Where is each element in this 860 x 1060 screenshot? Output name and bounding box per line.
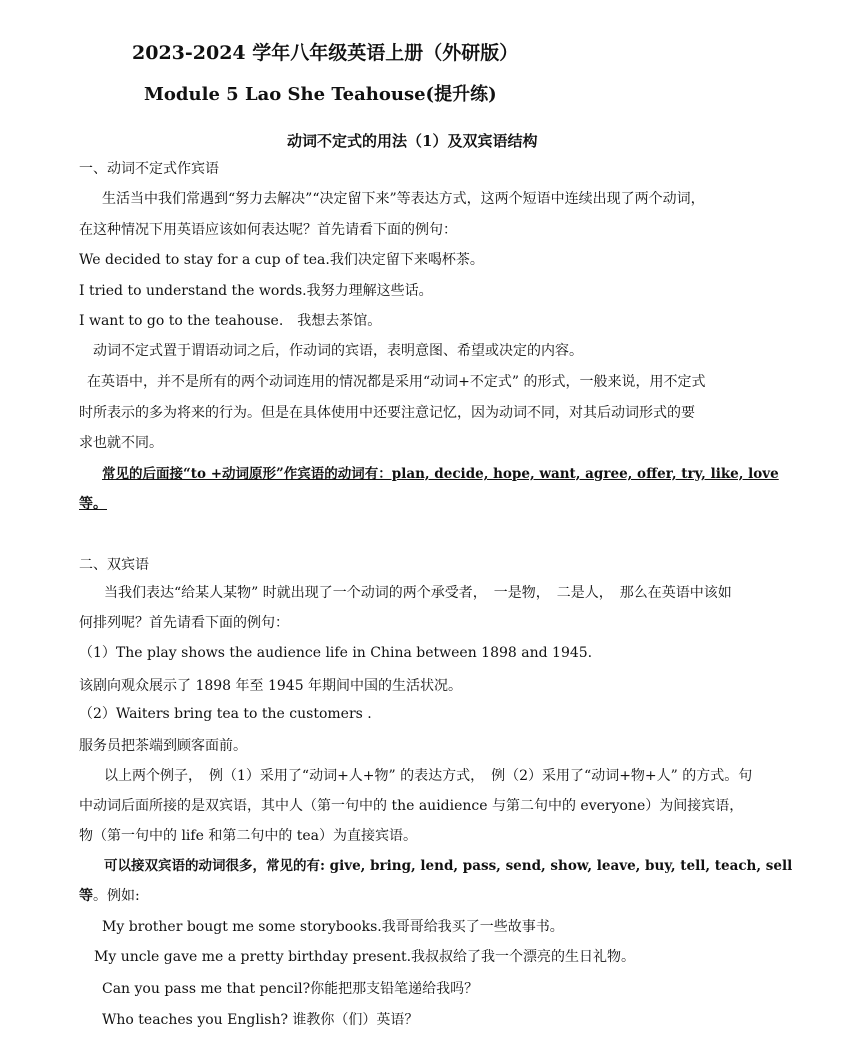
section1-common-verbs-line1: 常见的后面接“to +动词原形”作宾语的动词有：plan, decide, hope, want, agree, offer, try, like, love (102, 466, 779, 482)
section1-note2-line2: 时所表示的多为将来的行为。但是在具体使用中还要注意记忆，因为动词不同，对其后动词形式的要 (79, 405, 695, 421)
section2-heading: 二、双宾语 (79, 557, 149, 573)
section2-example-a: My brother bougt me some storybooks.我哥哥给我买了一些故事书。 (102, 919, 564, 935)
section2-example1-cn: 该剧向观众展示了 1898 年至 1945 年期间中国的生活状况。 (79, 678, 463, 694)
section1-heading: 一、动词不定式作宾语 (79, 161, 219, 177)
section2-example-d: Who teaches you English? 谁教你（们）英语？ (102, 1012, 419, 1028)
section1-example1: We decided to stay for a cup of tea.我们决定留下来喝杯茶。 (79, 252, 484, 268)
doc-title: 2023-2024 学年八年级英语上册（外研版） (132, 42, 519, 64)
section1-example3: I want to go to the teahouse. 我想去茶馆。 (79, 313, 382, 329)
doc-heading: 动词不定式的用法（1）及双宾语结构 (287, 132, 538, 150)
section2-verbs-line2-bold: 等 (79, 888, 93, 904)
section2-example-b: My uncle gave me a pretty birthday present.我叔叔给了我一个漂亮的生日礼物。 (94, 949, 636, 965)
section1-intro-line2: 在这种情况下用英语应该如何表达呢？首先请看下面的例句： (79, 222, 457, 238)
section2-intro-line1: 当我们表达“给某人某物” 时就出现了一个动词的两个承受者， 一是物， 二是人， 那么在英语中该如 (104, 585, 732, 601)
section2-verbs-line2-rest: 。例如: (93, 888, 140, 904)
section2-explain-line3: 物（第一句中的 life 和第二句中的 tea）为直接宾语。 (79, 828, 418, 844)
section1-note2-line3: 求也就不同。 (79, 435, 163, 451)
section2-example2-cn: 服务员把茶端到顾客面前。 (79, 738, 247, 754)
section1-intro-line1: 生活当中我们常遇到“努力去解决”“决定留下来”等表达方式，这两个短语中连续出现了两个动词， (102, 191, 705, 207)
section2-explain-line1: 以上两个例子， 例（1）采用了“动词+人+物” 的表达方式， 例（2）采用了“动词+物+人” 的方式。句 (104, 768, 753, 784)
section2-intro-line2: 何排列呢？首先请看下面的例句： (79, 615, 289, 631)
section2-explain-line2: 中动词后面所接的是双宾语，其中人（第一句中的 the auidience 与第二句中的 everyone）为间接宾语， (79, 798, 744, 814)
section2-example1-en: （1）The play shows the audience life in China between 1898 and 1945. (79, 645, 593, 661)
section1-example2: I tried to understand the words.我努力理解这些话。 (79, 283, 433, 299)
section2-example2-en: （2）Waiters bring tea to the customers . (79, 706, 372, 722)
section1-note2-line1: 在英语中，并不是所有的两个动词连用的情况都是采用“动词+不定式” 的形式，一般来说，用不定式 (87, 374, 706, 390)
section2-verbs-line1: 可以接双宾语的动词很多，常见的有: give, bring, lend, pass, send, show, leave, buy, tell, teach, sell (104, 858, 793, 874)
doc-subtitle: Module 5 Lao She Teahouse(提升练) (144, 84, 497, 105)
section2-example-c: Can you pass me that pencil?你能把那支铅笔递给我吗？ (102, 981, 479, 997)
section1-common-verbs-line2: 等。 (79, 496, 107, 512)
section1-note1: 动词不定式置于谓语动词之后，作动词的宾语，表明意图、希望或决定的内容。 (93, 343, 583, 359)
section2-verbs-line2 (79, 887, 140, 905)
